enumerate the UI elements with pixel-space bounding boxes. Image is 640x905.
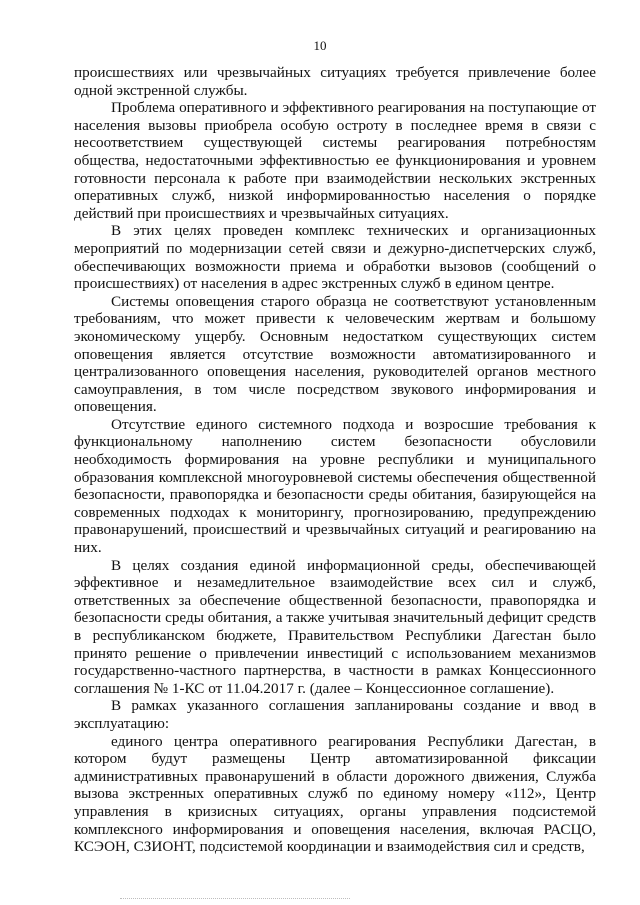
paragraph: Системы оповещения старого образца не соответствуют установленным требованиям, что может привести к человеческим жертвам и большому экономическому ущербу. Основным недостатком существующих систем оповещения является отсутствие возможности автоматизированного и централизованного оповещения населения, руководителей органов местного самоуправления, в том числе посредством звукового информирования и оповещения. bbox=[74, 292, 596, 416]
document-body bbox=[74, 64, 596, 856]
paragraph: В рамках указанного соглашения запланированы создание и ввод в эксплуатацию: bbox=[74, 697, 596, 732]
paragraph: Проблема оперативного и эффективного реагирования на поступающие от населения вызовы приобрела особую остроту в последнее время в связи с несоответствием существующей системы реагирования потребностям общества, недостаточными эффективностью ее функционирования и уровнем готовности персонала к работе при взаимодействии нескольких экстренных оперативных служб, низкой информированностью населения о порядке действий при происшествиях и чрезвычайных ситуациях. bbox=[74, 99, 596, 222]
paragraph: Отсутствие единого системного подхода и возросшие требования к функциональному наполнению систем безопасности обусловили необходимость формирования на уровне республики и муниципального образования комплексной многоуровневой системы обеспечения общественной безопасности, правопорядка и безопасности среды обитания, базирующейся на современных подходах к мониторингу, прогнозированию, предупреждению правонарушений, происшествий и чрезвычайных ситуаций и реагированию на них. bbox=[74, 415, 596, 557]
page-number: 10 bbox=[313, 38, 327, 53]
paragraph: происшествиях или чрезвычайных ситуациях требуется привлечение более одной экстренной службы. bbox=[74, 64, 596, 99]
paragraph: В целях создания единой информационной среды, обеспечивающей эффективное и незамедлительное взаимодействие всех сил и служб, ответственных за обеспечение общественной безопасности, правопорядка и безопасности среды обитания, а также учитывая значительный дефицит средств в республиканском бюджете, Правительством Республики Дагестан было принято решение о привлечении инвестиций с использованием механизмов государственно-частного партнерства, в частности в рамках Концессионного соглашения № 1-КС от 11.04.2017 г. (далее – Концессионное соглашение). bbox=[74, 556, 596, 697]
paragraph: В этих целях проведен комплекс технических и организационных мероприятий по модернизации сетей связи и дежурно-диспетчерских служб, обеспечивающих возможности приема и обработки вызовов (сообщений о происшествиях) от населения в адрес экстренных служб в едином центре. bbox=[74, 222, 596, 293]
scan-artifact-line bbox=[120, 898, 350, 899]
paragraph: единого центра оперативного реагирования Республики Дагестан, в котором будут размещены Центр автоматизированной фиксации административных правонарушений в области дорожного движения, Служба вызова экстренных оперативных служб по единому номеру «112», Центр управления в кризисных ситуациях, органы управления подсистемой комплексного информирования и оповещения населения, включая РАСЦО, КСЭОН, СЗИОНТ, подсистемой координации и взаимодействия сил и средств, bbox=[74, 732, 596, 856]
